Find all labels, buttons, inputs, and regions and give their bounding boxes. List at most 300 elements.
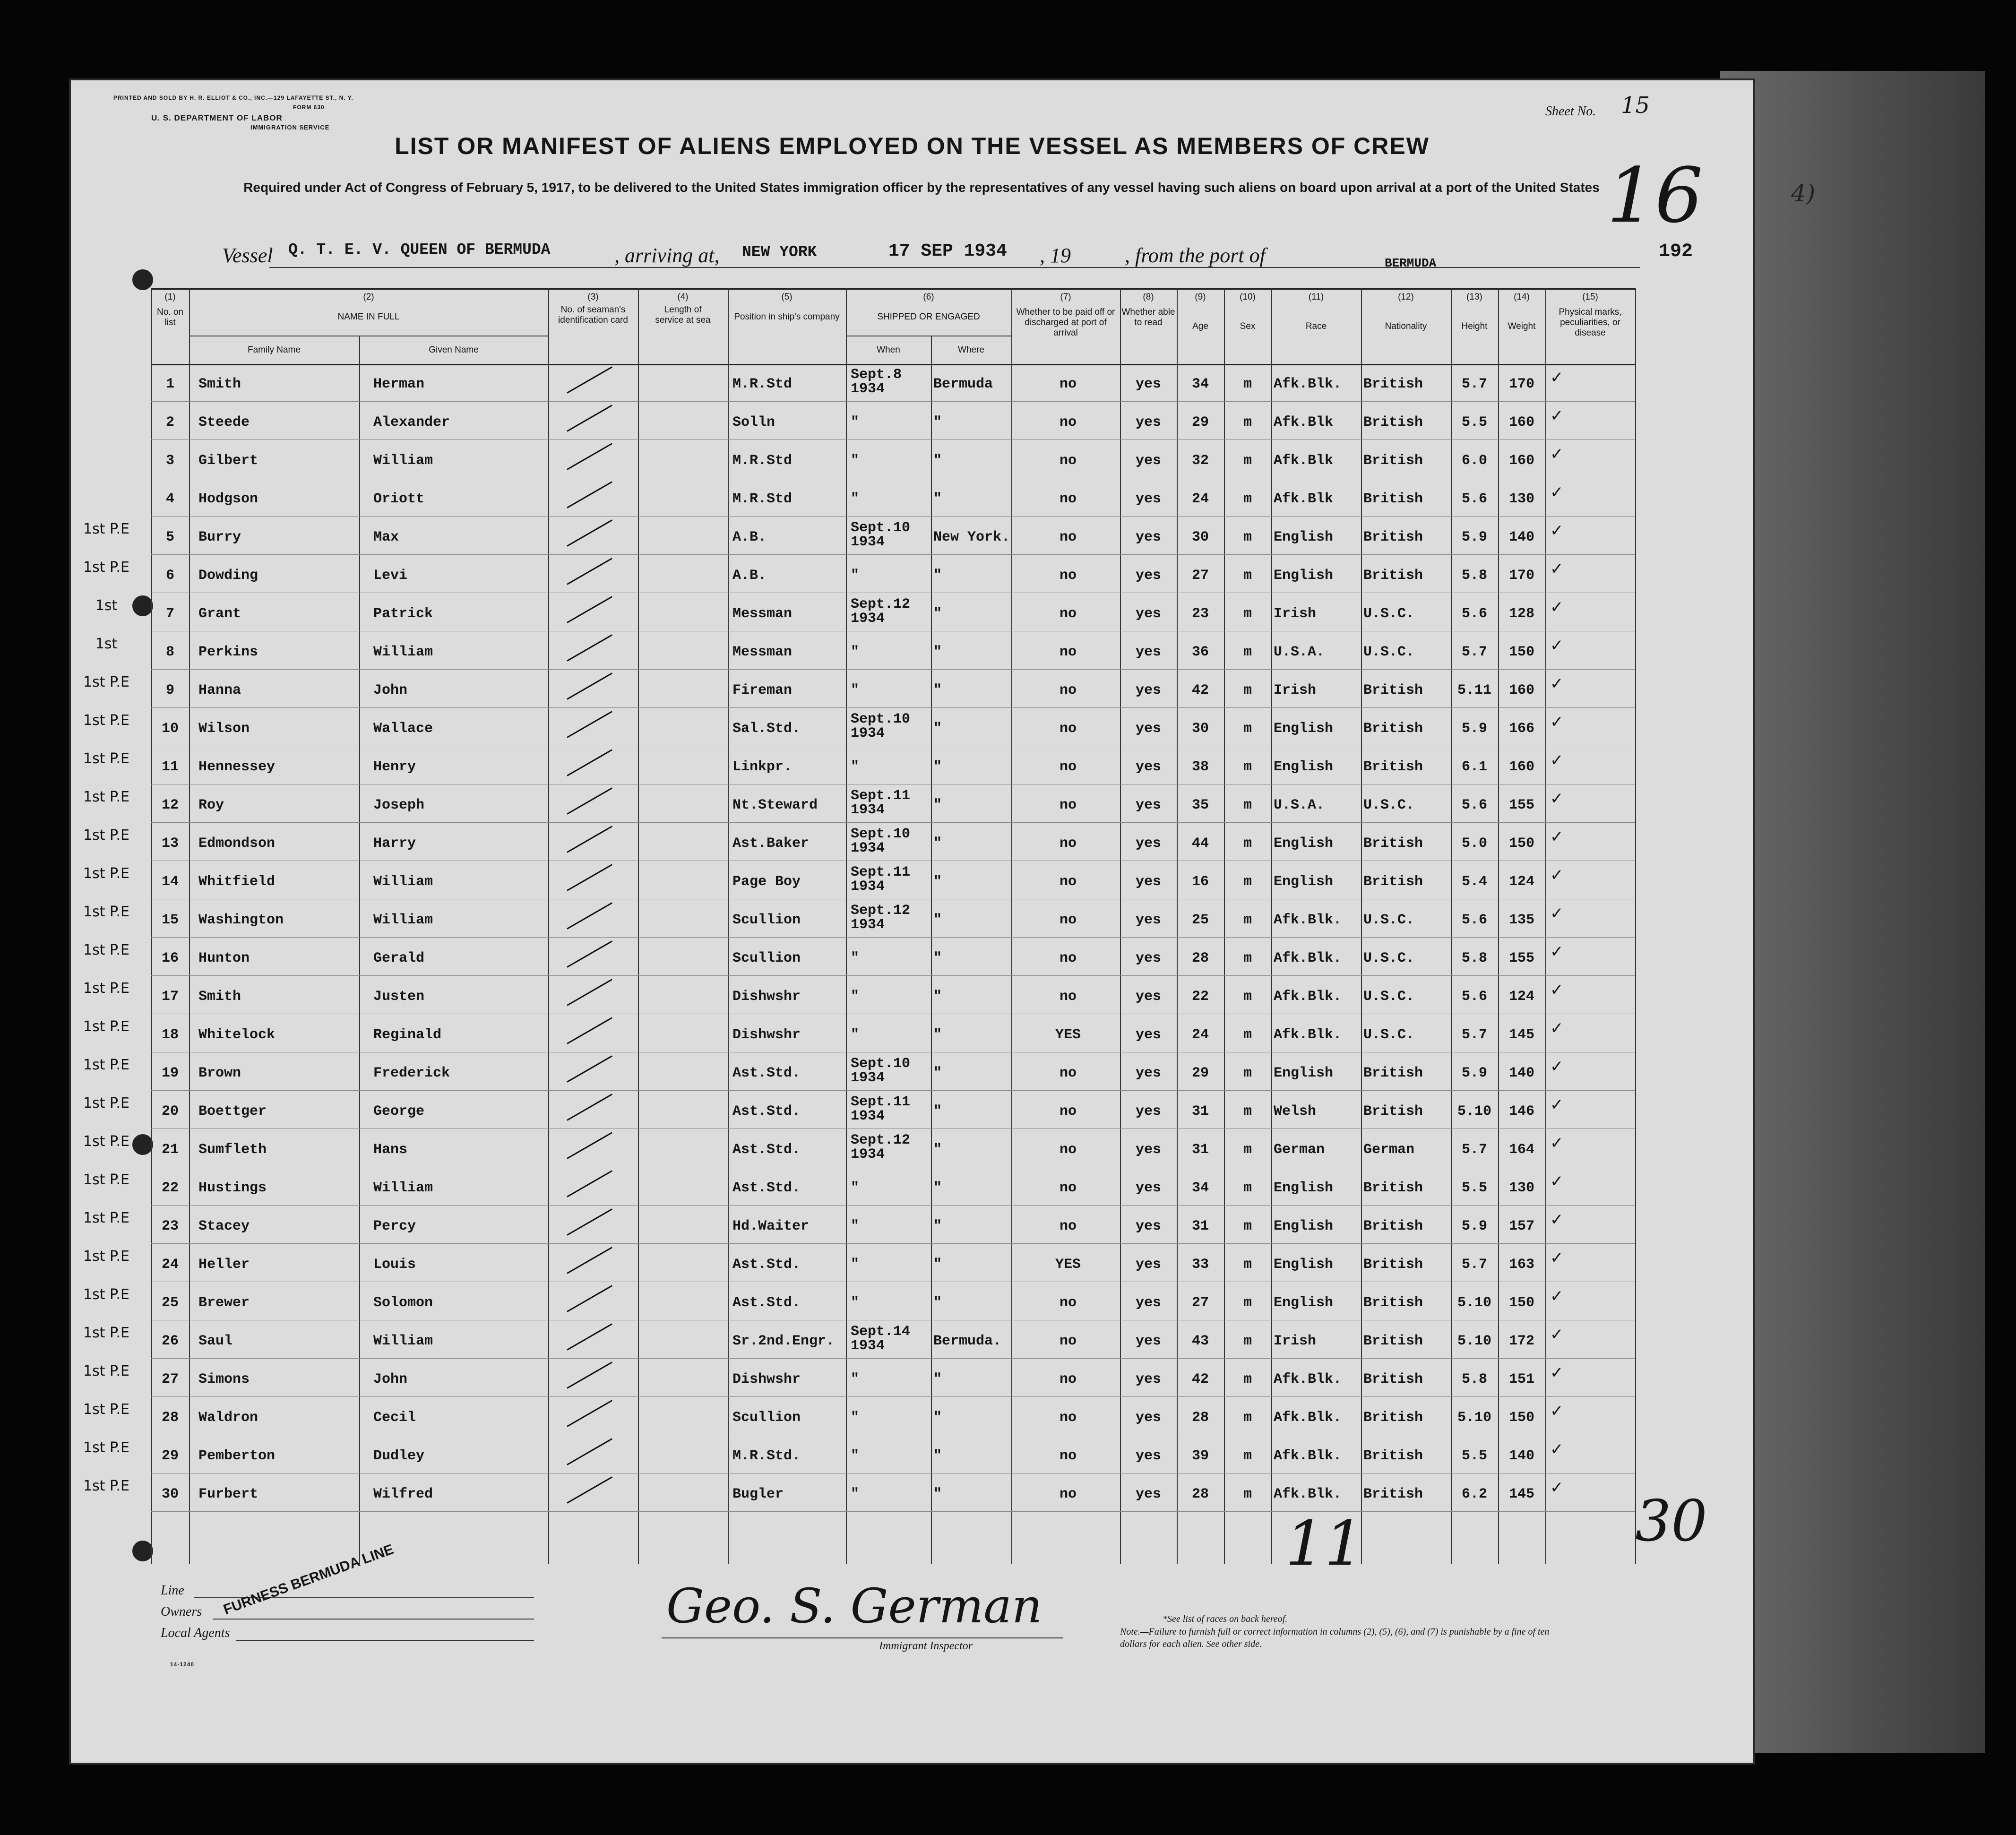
id-card-tick [567, 1438, 612, 1465]
family-name: Gilbert [198, 453, 258, 469]
able-to-read: yes [1135, 414, 1161, 431]
race: Afk.Blk. [1274, 1371, 1342, 1387]
races-note: *See list of races on back hereof. [1163, 1614, 1288, 1624]
shipped-where: " [933, 1103, 942, 1120]
position: Sal.Std. [732, 721, 801, 737]
shipped-year: 1934 [851, 1108, 885, 1124]
row-number: 22 [161, 1180, 179, 1196]
paid-off: no [1059, 1218, 1077, 1234]
margin-note: 1st P.E [83, 1057, 129, 1073]
shipped-where: " [933, 759, 942, 775]
shipped-year: 1934 [851, 840, 885, 856]
id-card-tick [567, 672, 612, 700]
row-number: 29 [161, 1448, 179, 1464]
table-row [83, 938, 1635, 974]
family-name: Whitelock [198, 1027, 276, 1043]
physical-check-mark: ✓ [1550, 1249, 1564, 1267]
col8-number: (8) [1143, 292, 1154, 302]
family-name: Brewer [198, 1295, 250, 1311]
weight: 140 [1508, 529, 1534, 545]
weight: 128 [1508, 606, 1534, 622]
id-card-tick [567, 1476, 612, 1504]
row-rule [151, 669, 1635, 670]
height: 6.0 [1461, 453, 1487, 469]
physical-check-mark: ✓ [1550, 713, 1564, 732]
id-card-tick [567, 1323, 612, 1351]
date-stamp: 17 SEP 1934 [888, 241, 1007, 261]
given-name: George [373, 1103, 425, 1120]
height: 5.10 [1457, 1295, 1491, 1311]
table-row [83, 1436, 1635, 1472]
age: 39 [1191, 1448, 1209, 1464]
able-to-read: yes [1135, 1218, 1161, 1234]
sex: m [1243, 989, 1252, 1005]
weight: 124 [1508, 874, 1534, 890]
age: 30 [1191, 721, 1209, 737]
shipped-year: 1934 [851, 1146, 885, 1163]
row-rule [151, 1243, 1635, 1244]
position: Ast.Std. [732, 1257, 801, 1273]
id-card-tick [567, 902, 612, 930]
given-name: Wallace [373, 721, 433, 737]
family-name: Hennessey [198, 759, 276, 775]
age: 29 [1191, 1065, 1209, 1081]
col12-header: Nationality [1385, 321, 1427, 331]
family-name: Smith [198, 989, 241, 1005]
age: 24 [1191, 1027, 1209, 1043]
row-rule [151, 707, 1635, 708]
race: Welsh [1274, 1103, 1317, 1120]
paid-off: no [1059, 874, 1077, 890]
id-card-tick [567, 1170, 612, 1197]
age: 42 [1191, 682, 1209, 698]
sex: m [1243, 1103, 1252, 1120]
col8-header: Whether able to read [1121, 307, 1175, 327]
punch-hole [132, 1541, 153, 1561]
family-name: Furbert [198, 1486, 258, 1502]
table-row [83, 900, 1635, 936]
able-to-read: yes [1135, 721, 1161, 737]
shipped-where: " [933, 568, 942, 584]
id-card-tick [567, 1361, 612, 1389]
sex: m [1243, 1065, 1252, 1081]
margin-note: 1st P.E [83, 1133, 129, 1150]
paid-off: YES [1055, 1027, 1081, 1043]
row-rule [151, 1205, 1635, 1206]
given-name: Cecil [373, 1410, 416, 1426]
position: M.R.Std [732, 453, 793, 469]
able-to-read: yes [1135, 529, 1161, 545]
shipped-when: " [851, 1257, 860, 1273]
row-number: 6 [165, 568, 174, 584]
margin-note: 1st P.E [83, 1286, 129, 1303]
given-name-header: Given Name [429, 345, 479, 355]
age: 36 [1191, 644, 1209, 660]
weight: 172 [1508, 1333, 1534, 1349]
col10-number: (10) [1240, 292, 1256, 302]
given-name: John [373, 1371, 408, 1387]
form-number: FORM 630 [293, 104, 325, 111]
height: 6.1 [1461, 759, 1487, 775]
nationality: British [1363, 1257, 1423, 1273]
penalty-note: Note.—Failure to furnish full or correct information in columns (2), (5), (6), and (7) is punishable by a fine of ten dollars for each alien. See other side. [1120, 1627, 1550, 1649]
able-to-read: yes [1135, 912, 1161, 928]
paid-off: no [1059, 491, 1077, 507]
height: 5.7 [1461, 1027, 1487, 1043]
row-rule [151, 1396, 1635, 1397]
col5-header: Position in ship's company [734, 312, 840, 322]
margin-note: 1st P.E [83, 1401, 129, 1418]
family-name: Simons [198, 1371, 250, 1387]
physical-check-mark: ✓ [1550, 1478, 1564, 1497]
height: 5.11 [1457, 682, 1491, 698]
nationality: British [1363, 1371, 1423, 1387]
table-row [83, 1474, 1635, 1510]
nationality: British [1363, 1218, 1423, 1234]
nationality: German [1363, 1142, 1415, 1158]
nationality: British [1363, 1103, 1423, 1120]
adjacent-page [1720, 71, 1985, 1753]
height: 5.4 [1461, 874, 1487, 890]
race: English [1274, 1257, 1334, 1273]
margin-note: 1st P.E [83, 1018, 129, 1035]
age: 35 [1191, 797, 1209, 813]
height: 5.5 [1461, 1180, 1487, 1196]
able-to-read: yes [1135, 1103, 1161, 1120]
id-card-tick [567, 519, 612, 547]
given-name: William [373, 1180, 433, 1196]
paid-off: no [1059, 1295, 1077, 1311]
shipped-when: " [851, 1027, 860, 1043]
height: 5.6 [1461, 912, 1487, 928]
shipped-where: New York. [933, 529, 1010, 545]
table-row [83, 1321, 1635, 1357]
age: 23 [1191, 606, 1209, 622]
paid-off: no [1059, 950, 1077, 966]
position: Page Boy [732, 874, 801, 890]
id-card-tick [567, 787, 612, 815]
family-name: Hanna [198, 682, 241, 698]
age: 22 [1191, 989, 1209, 1005]
position: Nt.Steward [732, 797, 818, 813]
physical-check-mark: ✓ [1550, 674, 1564, 693]
race: Afk.Blk [1274, 414, 1334, 431]
age: 16 [1191, 874, 1209, 890]
shipped-where: " [933, 797, 942, 813]
id-card-tick [567, 405, 612, 432]
age: 43 [1191, 1333, 1209, 1349]
row-number: 16 [161, 950, 179, 966]
row-rule [151, 1511, 1635, 1512]
handwritten-count: 11 [1285, 1508, 1364, 1579]
margin-note: 1st P.E [83, 942, 129, 958]
id-card-tick [567, 826, 612, 853]
physical-check-mark: ✓ [1550, 598, 1564, 617]
shipped-when: Sept.12 [851, 596, 911, 612]
height: 5.6 [1461, 491, 1487, 507]
shipped-when: Sept.10 [851, 711, 911, 727]
shipped-where: " [933, 644, 942, 660]
owners-label: Owners [161, 1604, 202, 1619]
position: Dishwshr [732, 1371, 801, 1387]
sex: m [1243, 1257, 1252, 1273]
margin-note: 1st P.E [83, 1363, 129, 1379]
row-number: 15 [161, 912, 179, 928]
race: English [1274, 529, 1334, 545]
given-name: Solomon [373, 1295, 433, 1311]
handwritten-total: 30 [1635, 1489, 1707, 1554]
paid-off: no [1059, 1180, 1077, 1196]
given-name: William [373, 912, 433, 928]
age: 34 [1191, 376, 1209, 392]
physical-check-mark: ✓ [1550, 1440, 1564, 1459]
height: 5.7 [1461, 1142, 1487, 1158]
sex: m [1243, 1295, 1252, 1311]
height: 5.8 [1461, 950, 1487, 966]
family-name: Edmondson [198, 836, 276, 852]
signature-underline [662, 1637, 1063, 1638]
able-to-read: yes [1135, 1410, 1161, 1426]
shipped-when: " [851, 1180, 860, 1196]
row-rule [151, 822, 1635, 823]
table-row [95, 632, 1635, 668]
position: Linkpr. [732, 759, 793, 775]
family-name: Hunton [198, 950, 250, 966]
row-number: 30 [161, 1486, 179, 1502]
race: German [1274, 1142, 1325, 1158]
race: English [1274, 1180, 1334, 1196]
sex: m [1243, 759, 1252, 775]
able-to-read: yes [1135, 1257, 1161, 1273]
margin-note: 1st P.E [83, 521, 129, 537]
paid-off: no [1059, 1065, 1077, 1081]
weight: 160 [1508, 414, 1534, 431]
age: 38 [1191, 759, 1209, 775]
page-title: LIST OR MANIFEST OF ALIENS EMPLOYED ON THE VESSEL AS MEMBERS OF CREW [395, 133, 1430, 159]
table-row [83, 976, 1635, 1013]
id-card-tick [567, 596, 612, 623]
physical-check-mark: ✓ [1550, 368, 1564, 387]
shipped-when: Sept.11 [851, 1094, 911, 1110]
id-card-tick [567, 1094, 612, 1121]
paid-off: no [1059, 797, 1077, 813]
margin-note: 1st P.E [83, 827, 129, 844]
shipped-when: " [851, 759, 860, 775]
shipped-where: " [933, 1486, 942, 1502]
age: 29 [1191, 414, 1209, 431]
col12-number: (12) [1398, 292, 1414, 302]
nationality: U.S.C. [1363, 1027, 1415, 1043]
nationality: British [1363, 376, 1423, 392]
physical-check-mark: ✓ [1550, 445, 1564, 464]
row-number: 19 [161, 1065, 179, 1081]
paid-off: no [1059, 568, 1077, 584]
shipped-when: " [851, 682, 860, 698]
given-name: Max [373, 529, 399, 545]
paid-off: no [1059, 644, 1077, 660]
shipped-where: " [933, 1065, 942, 1081]
sex: m [1243, 912, 1252, 928]
col9-number: (9) [1195, 292, 1206, 302]
weight: 150 [1508, 644, 1534, 660]
height: 5.10 [1457, 1410, 1491, 1426]
race: Irish [1274, 682, 1317, 698]
shipped-when: " [851, 1410, 860, 1426]
row-number: 8 [165, 644, 174, 660]
physical-check-mark: ✓ [1550, 1134, 1564, 1153]
margin-note: 1st P.E [83, 712, 129, 729]
family-name: Roy [198, 797, 224, 813]
id-card-tick [567, 1132, 612, 1159]
sex: m [1243, 1218, 1252, 1234]
height: 5.5 [1461, 1448, 1487, 1464]
margin-note: 1st P.E [83, 1478, 129, 1494]
able-to-read: yes [1135, 836, 1161, 852]
shipped-where: " [933, 950, 942, 966]
able-to-read: yes [1135, 989, 1161, 1005]
given-name: Alexander [373, 414, 450, 431]
age: 31 [1191, 1142, 1209, 1158]
row-rule [151, 439, 1635, 440]
able-to-read: yes [1135, 682, 1161, 698]
race: English [1274, 836, 1334, 852]
col4-number: (4) [677, 292, 689, 302]
col13-header: Height [1461, 321, 1488, 331]
shipped-when: Sept.14 [851, 1324, 911, 1340]
height: 6.2 [1461, 1486, 1487, 1502]
arrival-port: NEW YORK [742, 243, 817, 261]
id-card-tick [567, 940, 612, 968]
owners-underline [213, 1619, 534, 1620]
agents-underline [236, 1640, 534, 1641]
race: English [1274, 874, 1334, 890]
nationality: British [1363, 568, 1423, 584]
id-card-tick [567, 864, 612, 891]
row-number: 20 [161, 1103, 179, 1120]
col10-header: Sex [1240, 321, 1256, 331]
weight: 135 [1508, 912, 1534, 928]
able-to-read: yes [1135, 491, 1161, 507]
shipped-when: Sept.11 [851, 788, 911, 804]
table-row [83, 747, 1635, 783]
position: Hd.Waiter [732, 1218, 810, 1234]
shipped-where: " [933, 1180, 942, 1196]
shipped-when: Sept.10 [851, 826, 911, 842]
given-name: Justen [373, 989, 425, 1005]
weight: 150 [1508, 836, 1534, 852]
shipped-when: " [851, 1371, 860, 1387]
height: 5.9 [1461, 1218, 1487, 1234]
age: 28 [1191, 1486, 1209, 1502]
physical-check-mark: ✓ [1550, 1325, 1564, 1344]
race: English [1274, 759, 1334, 775]
height: 5.6 [1461, 606, 1487, 622]
physical-check-mark: ✓ [1550, 1172, 1564, 1191]
able-to-read: yes [1135, 874, 1161, 890]
margin-note: 1st [95, 597, 118, 614]
race: Afk.Blk. [1274, 989, 1342, 1005]
given-name: Henry [373, 759, 416, 775]
nationality: British [1363, 1448, 1423, 1464]
age: 24 [1191, 491, 1209, 507]
sex: m [1243, 721, 1252, 737]
race: U.S.A. [1274, 644, 1325, 660]
sex: m [1243, 682, 1252, 698]
given-name: Oriott [373, 491, 425, 507]
position: Ast.Std. [732, 1180, 801, 1196]
paid-off: YES [1055, 1257, 1081, 1273]
height: 5.9 [1461, 721, 1487, 737]
paid-off: no [1059, 1103, 1077, 1120]
form-code: 14-1240 [170, 1661, 195, 1668]
shipped-when: Sept.12 [851, 903, 911, 919]
crew-table [83, 288, 1635, 1564]
family-name-header: Family Name [248, 345, 301, 355]
table-row [83, 1244, 1635, 1281]
col1-number: (1) [164, 292, 176, 302]
given-name: Gerald [373, 950, 425, 966]
position: Scullion [732, 1410, 801, 1426]
from-port-label: , from the port of [1125, 244, 1266, 267]
height: 5.0 [1461, 836, 1487, 852]
physical-check-mark: ✓ [1550, 1363, 1564, 1382]
row-number: 1 [165, 376, 174, 392]
paid-off: no [1059, 453, 1077, 469]
family-name: Burry [198, 529, 241, 545]
race: Irish [1274, 1333, 1317, 1349]
height: 5.10 [1457, 1103, 1491, 1120]
position: Bugler [732, 1486, 784, 1502]
col6-header: SHIPPED OR ENGAGED [877, 312, 980, 322]
family-name: Hustings [198, 1180, 267, 1196]
nationality: British [1363, 529, 1423, 545]
height: 5.9 [1461, 1065, 1487, 1081]
shipped-when: " [851, 568, 860, 584]
able-to-read: yes [1135, 1065, 1161, 1081]
weight: 145 [1508, 1027, 1534, 1043]
position: Messman [732, 644, 793, 660]
table-row [83, 708, 1635, 745]
shipped-year: 1934 [851, 534, 885, 550]
margin-note: 1st P.E [83, 1172, 129, 1188]
shipped-where: " [933, 912, 942, 928]
row-number: 18 [161, 1027, 179, 1043]
margin-note: 1st P.E [83, 1325, 129, 1341]
shipped-where: " [933, 721, 942, 737]
age: 44 [1191, 836, 1209, 852]
physical-check-mark: ✓ [1550, 904, 1564, 923]
height: 5.8 [1461, 1371, 1487, 1387]
nationality: British [1363, 836, 1423, 852]
row-rule [151, 516, 1635, 517]
sex: m [1243, 797, 1252, 813]
id-card-tick [567, 1247, 612, 1274]
physical-check-mark: ✓ [1550, 521, 1564, 540]
vessel-name: Q. T. E. V. QUEEN OF BERMUDA [288, 241, 551, 258]
family-name: Washington [198, 912, 284, 928]
shipped-where: " [933, 874, 942, 890]
shipped-year: 1934 [851, 1070, 885, 1086]
physical-check-mark: ✓ [1550, 1210, 1564, 1229]
height: 5.7 [1461, 376, 1487, 392]
shipped-when: " [851, 989, 860, 1005]
given-name: Harry [373, 836, 416, 852]
table-row [83, 670, 1635, 706]
race: Irish [1274, 606, 1317, 622]
nationality: British [1363, 1180, 1423, 1196]
page-stamp: 192 [1659, 241, 1693, 262]
family-name: Smith [198, 376, 241, 392]
